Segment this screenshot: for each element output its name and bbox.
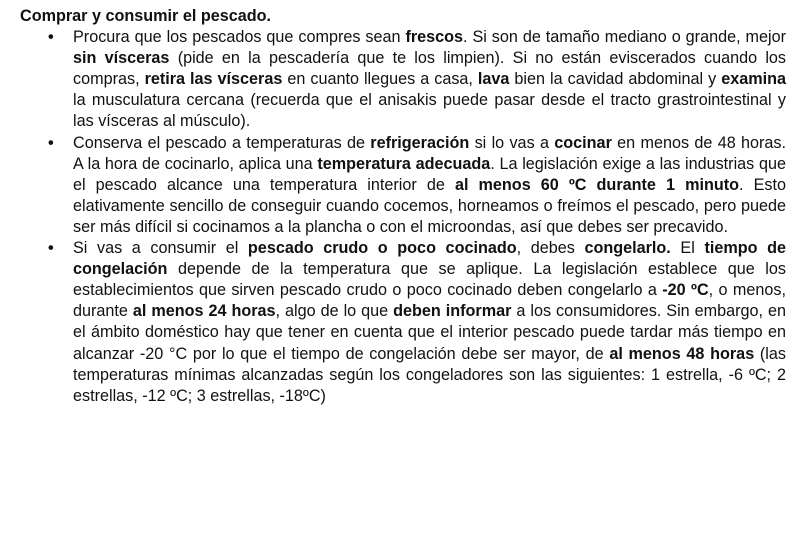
text-run: , algo de lo que bbox=[275, 302, 394, 321]
bullet-marker: • bbox=[48, 28, 54, 47]
text-run: en cuanto llegues a casa, bbox=[282, 70, 478, 89]
emphasis-text: cocinar bbox=[554, 133, 612, 152]
text-run: en menos de 48 horas. A la hora de cocinarlo, aplica una bbox=[73, 133, 786, 173]
emphasis-text: frescos bbox=[405, 28, 464, 47]
emphasis-text: congelarlo. bbox=[584, 239, 671, 258]
emphasis-text: al menos 24 horas bbox=[132, 302, 276, 321]
emphasis-text: -20 ºC bbox=[662, 281, 709, 300]
paragraph-text bbox=[73, 134, 786, 236]
text-run: a los consumidores. Sin embargo, en el ámbito doméstico hay que tener en cuenta que el interior pescado puede tardar más tiempo en alcanzar -20 °C por lo que el tiempo de congelación debe ser mayor, de bbox=[73, 302, 787, 363]
text-run: El bbox=[670, 239, 705, 258]
section-title: Comprar y consumir el pescado. bbox=[20, 7, 271, 25]
text-run: . La legislación exige a las industrias que el pescado alcance una temperatura interior de bbox=[73, 154, 786, 194]
emphasis-text: pescado crudo o poco cocinado bbox=[247, 239, 517, 258]
text-run: (pide en la pescadería que te los limpien). Si no están eviscerados cuando los compras, bbox=[73, 49, 787, 89]
text-run: . Si son de tamaño mediano o grande, mejor bbox=[463, 28, 786, 47]
bullet-marker: • bbox=[48, 133, 54, 152]
list-item bbox=[14, 238, 786, 407]
text-run: Conserva el pescado a temperaturas de bbox=[73, 133, 371, 152]
emphasis-text: sin vísceras bbox=[73, 49, 170, 68]
text-run: bien la cavidad abdominal y bbox=[509, 70, 722, 89]
text-run: , debes bbox=[516, 239, 585, 258]
text-run: , o menos, durante bbox=[73, 281, 786, 321]
text-run: . Esto elativamente sencillo de conseguir cuando cocemos, horneamos o freímos el pescado, pero puede ser más difícil si cocinamos a la plancha o con el microondas, así que debes ser precavido. bbox=[73, 175, 786, 236]
emphasis-text: retira las vísceras bbox=[144, 70, 283, 89]
text-run: Si vas a consumir el bbox=[73, 239, 248, 258]
list-item bbox=[14, 133, 786, 238]
emphasis-text: tiempo de congelación bbox=[73, 239, 786, 279]
emphasis-text: examina bbox=[721, 70, 786, 89]
text-run: si lo vas a bbox=[469, 133, 555, 152]
list-item bbox=[14, 27, 786, 132]
text-run: la musculatura cercana (recuerda que el anisakis puede pasar desde el tracto grastrointestinal y las vísceras al músculo). bbox=[73, 91, 786, 131]
emphasis-text: deben informar bbox=[393, 302, 512, 321]
emphasis-text: al menos 48 horas bbox=[609, 344, 755, 363]
emphasis-text: temperatura adecuada bbox=[317, 154, 491, 173]
paragraph-text bbox=[73, 28, 786, 130]
emphasis-text: al menos 60 ºC durante 1 minuto bbox=[454, 175, 740, 194]
text-run: depende de la temperatura que se aplique. La legislación establece que los establecimientos que sirven pescado crudo o poco cocinado deben congelarlo a bbox=[73, 260, 786, 300]
bullet-marker: • bbox=[48, 239, 54, 258]
paragraph-text bbox=[73, 239, 786, 405]
bullet-list bbox=[14, 27, 786, 407]
emphasis-text: refrigeración bbox=[370, 133, 470, 152]
document-body bbox=[14, 6, 786, 407]
text-run: (las temperaturas mínimas alcanzadas según los congeladores son las siguientes: 1 estrella, -6 ºC; 2 estrellas, -12 ºC; 3 estrellas, -18ºC) bbox=[73, 344, 786, 405]
emphasis-text: lava bbox=[477, 70, 510, 89]
text-run: Procura que los pescados que compres sean bbox=[73, 28, 406, 47]
